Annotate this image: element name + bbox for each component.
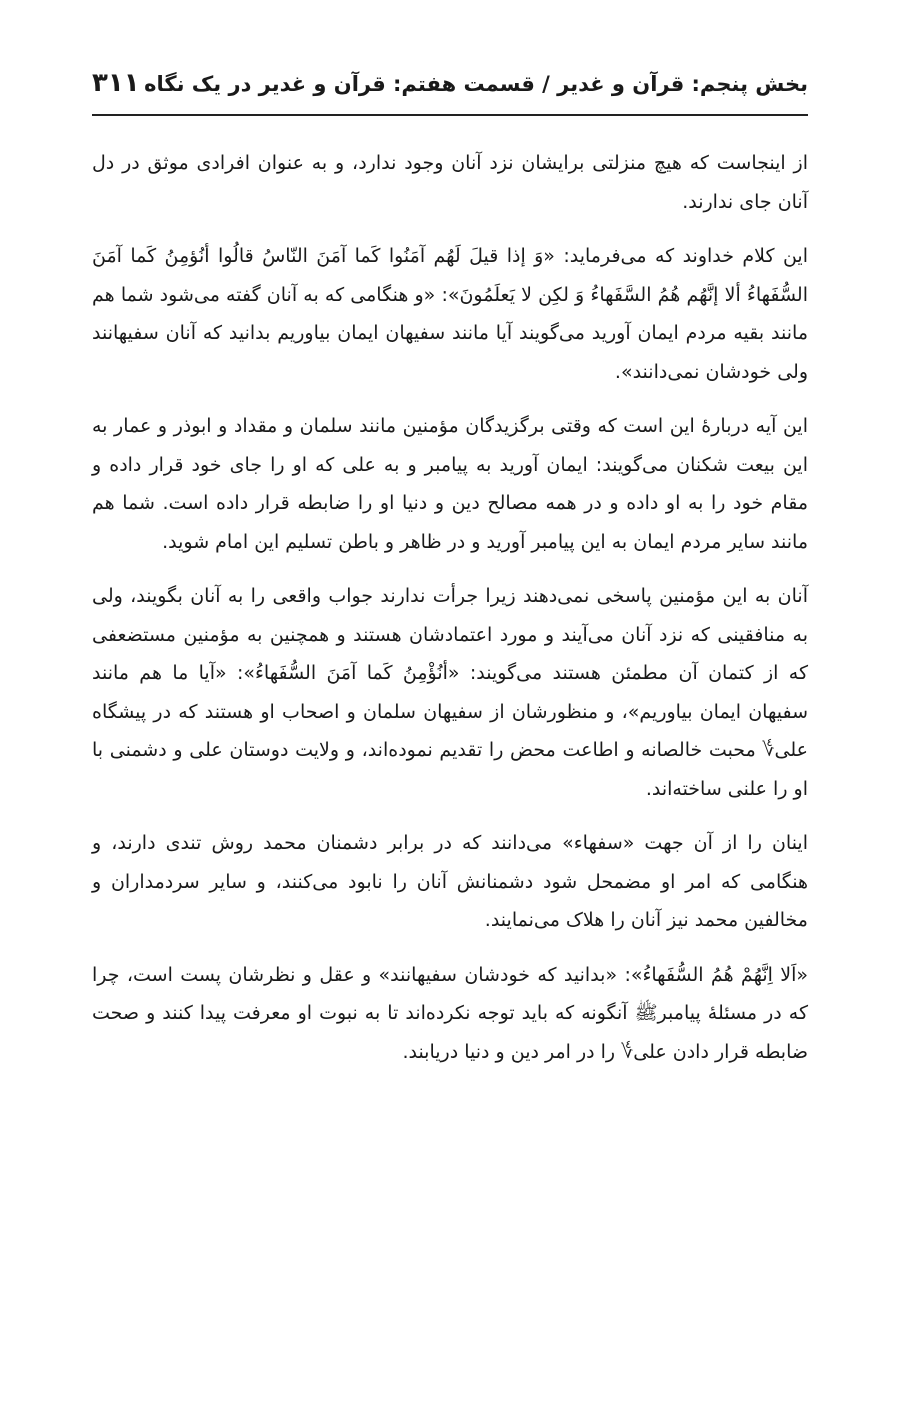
page-body bbox=[92, 144, 808, 1071]
running-title: بخش پنجم: قرآن و غدیر / قسمت هفتم: قرآن و غدیر در یک نگاه bbox=[144, 72, 808, 96]
page-header bbox=[92, 62, 808, 116]
paragraph-6: «اَلا اِنَّهُمْ هُمُ السُّفَهاءُ»: «بدانید که خودشان سفیهانند» و عقل و نظرشان پست است، چرا که در مسئلۀ پیامبرﷺ آنگونه که باید توجه نکرده‌اند تا به نبوت او معرفت پیدا کنند و صحت ضابطه قرار دادن علی؇ را در امر دین و دنیا دریابند. bbox=[92, 963, 808, 1063]
paragraph-5: اینان را از آن جهت «سفهاء» می‌دانند که در برابر دشمنان محمد روش تندی دارند، و هنگامی که امر او مضمحل شود دشمنانش آنان را نابود می‌کنند، و سایر سردمداران و مخالفین محمد نیز آنان را هلاک می‌نمایند. bbox=[92, 832, 808, 931]
paragraph-1: از اینجاست که هیچ منزلتی برایشان نزد آنان وجود ندارد، و به عنوان افرادی موثق در دل آنان جای ندارند. bbox=[92, 152, 808, 213]
paragraph-2: این کلام خداوند که می‌فرماید: «وَ إذا قیلَ لَهُم آمَنُوا کَما آمَنَ النّاسُ قالُوا أنُؤمِنُ کَما آمَنَ السُّفَهاءُ ألا إنَّهُم هُمُ السَّفَهاءُ وَ لکِن لا یَعلَمُونَ»: «و هنگامی که به آنان گفته می‌شود شما هم مانند بقیه مردم ایمان آورید می‌گویند آیا مانند سفیهان ایمان بیاوریم بدانید که آنان سفیهانند ولی خودشان نمی‌دانند». bbox=[92, 245, 808, 383]
page-number: ۳۱۱ bbox=[92, 68, 140, 98]
paragraph-4: آنان به این مؤمنین پاسخی نمی‌دهند زیرا جرأت ندارند جواب واقعی را به آنان بگویند، ولی به منافقینی که نزد آنان می‌آیند و مورد اعتمادشان هستند و همچنین به مؤمنین مستضعفی که از کتمان آن مطمئن هستند می‌گویند: «أنُؤْمِنُ کَما آمَنَ السُّفَهاءُ»: «آیا ما هم مانند سفیهان ایمان بیاوریم»، و منظورشان از سفیهان سلمان و اصحاب او هستند که در پیشگاه علی؇ محبت خالصانه و اطاعت محض را تقدیم نموده‌اند، و ولایت دوستان علی و دشمنی با او را علنی ساخته‌اند. bbox=[92, 585, 808, 800]
book-page bbox=[92, 62, 808, 1362]
paragraph-3: این آیه دربارۀ این است که وقتی برگزیدگان مؤمنین مانند سلمان و مقداد و ابوذر و عمار به این بیعت شکنان می‌گویند: ایمان آورید به پیامبر و به علی که او را جای خود قرار داده و مقام خود را به او داده و در همه مصالح دین و دنیا او را ضابطه قرار داده است. شما هم مانند سایر مردم ایمان به این پیامبر آورید و در ظاهر و باطن تسلیم این امام شوید. bbox=[92, 415, 808, 553]
